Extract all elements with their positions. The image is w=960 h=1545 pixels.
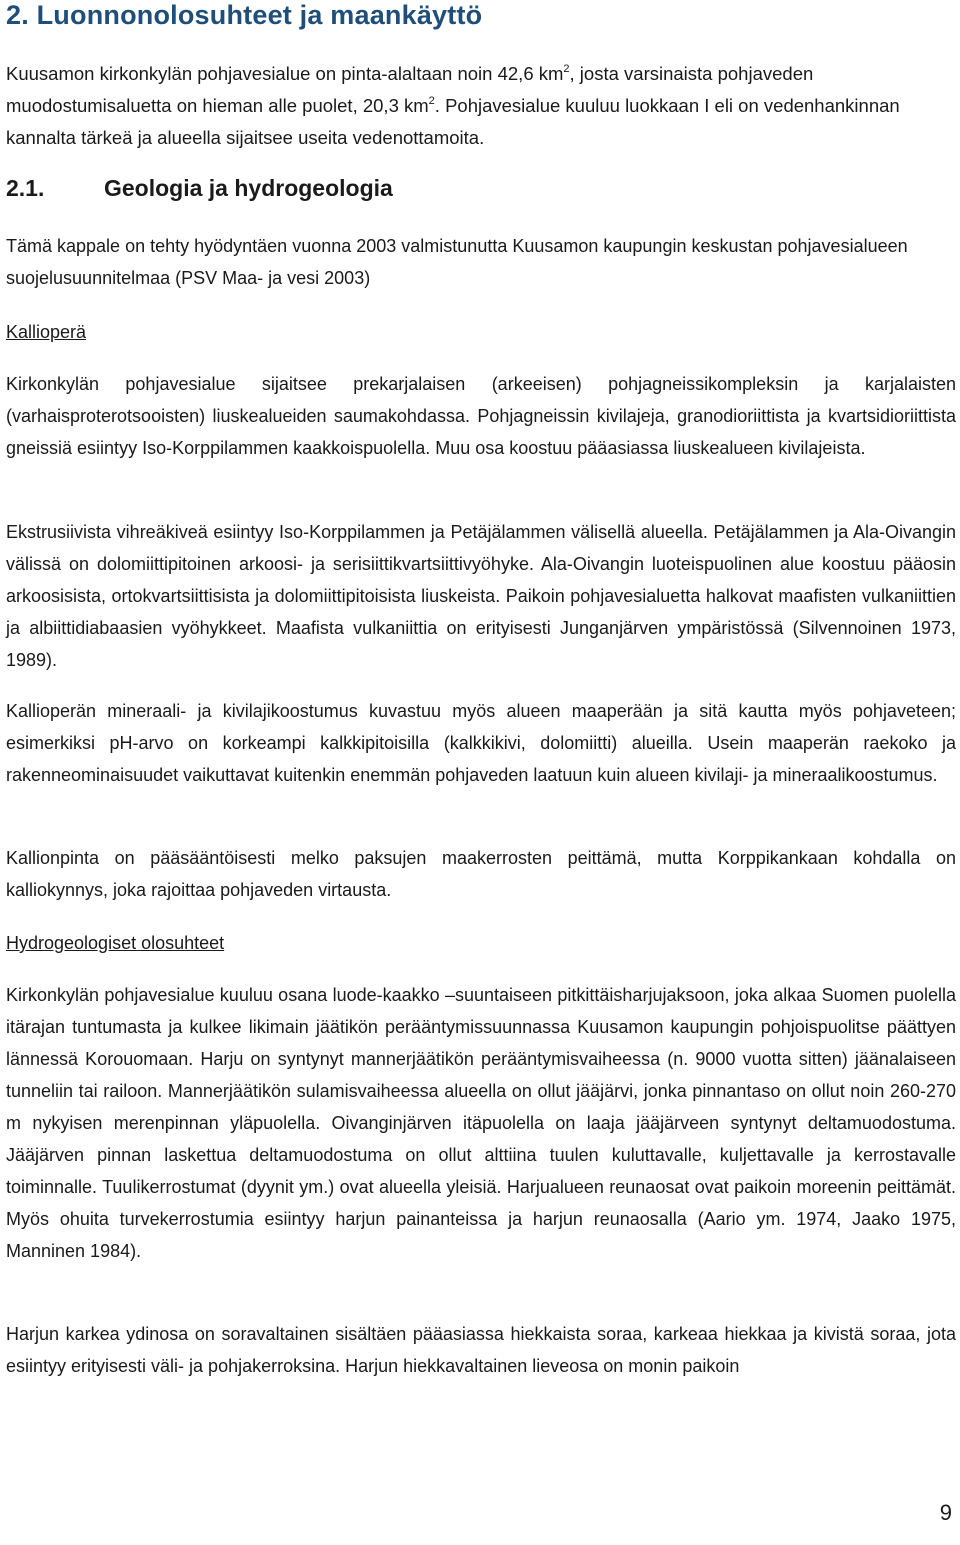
subsection-heading — [6, 175, 393, 202]
bedrock-paragraph-3: Kallioperän mineraali- ja kivilajikoostumus kuvastuu myös alueen maaperään ja sitä kautta myös pohjaveteen; esimerkiksi pH-arvo on korkeampi kalkkipitoisilla (kalkkikivi, dolomiitti) alueilla. Usein maaperän raekoko ja rakenneominaisuudet vaikuttavat kuitenkin enemmän pohjaveden laatuun kuin alueen kivilaji- ja mineraalikoostumus. — [6, 701, 956, 785]
subsection-number: 2.1. — [6, 175, 45, 201]
hydrogeology-paragraph-1: Kirkonkylän pohjavesialue kuuluu osana luode-kaakko –suuntaiseen pitkittäisharjujaksoon, joka alkaa Suomen puolella itärajan tuntumasta ja kulkee likimain jäätikön perääntymissuunnassa Kuusamon kaupungin pohjoispuolitse päättyen lännessä Korouomaan. Harju on syntynyt mannerjäätikön perääntymisvaiheessa (n. 9000 vuotta sitten) jäänalaiseen tunneliin tai railoon. Mannerjäätikön sulamisvaiheessa alueella on ollut jääjärvi, jonka pinnantaso on ollut noin 260-270 m nykyisen merenpinnan yläpuolella. Oivanginjärven itäpuolella on laaja jääjärveen syntynyt deltamuodostuma. Jääjärven pinnan laskettua deltamuodostuma on ollut alttiina tuulen kuluttavalle, kuljettavalle ja kerrostavalle toiminnalle. Tuulikerrostumat (dyynit ym.) ovat alueella yleisiä. Harjualueen reunaosat ovat paikoin moreenin peittämät. Myös ohuita turvekerrostumia esiintyy harjun painanteissa ja harjun reunaosalla (Aario ym. 1974, Jaako 1975, Manninen 1984). — [6, 985, 956, 1261]
bedrock-paragraph-1: Kirkonkylän pohjavesialue sijaitsee prekarjalaisen (arkeeisen) pohjagneissikompleksin ja karjalaisten (varhaisproterotsooisten) liuskealueiden saumakohdassa. Pohjagneissin kivilajeja, granodioriittista ja kvartsidioriittista gneissiä esiintyy Iso-Korppilammen kaakkoispuolella. Muu osa koostuu pääasiassa liuskealueen kivilajeista. — [6, 374, 956, 458]
hydrogeology-label: Hydrogeologiset olosuhteet — [6, 933, 225, 953]
intro-text-2: , josta varsinaista pohjaveden muodostumisaluetta on hieman alle puolet, 20,3 km — [6, 63, 814, 116]
intro-paragraph — [6, 58, 956, 154]
superscript-2: 2 — [428, 95, 435, 107]
bedrock-paragraph-2: Ekstrusiivista vihreäkiveä esiintyy Iso-Korppilammen ja Petäjälammen välisellä alueella. Petäjälammen ja Ala-Oivangin välissä on dolomiittipitoinen arkoosi- ja serisiittikvartsiittivyöhyke. Ala-Oivangin luoteispuolinen alue koostuu pääosin arkoosisista, ortokvartsiittisista ja dolomiittipitoisista liuskeista. Paikoin pohjavesialuetta halkovat maafisten vulkaniittien ja albiittidiabaasien vyöhykkeet. Maafista vulkaniittia on erityisesti Junganjärven ympäristössä (Silvennoinen 1973, 1989). — [6, 522, 956, 670]
hydrogeology-paragraph-2: Harjun karkea ydinosa on soravaltainen sisältäen pääasiassa hiekkaista soraa, karkeaa hiekkaa ja kivistä soraa, jota esiintyy erityisesti väli- ja pohjakerroksina. Harjun hiekkavaltainen lieveosa on monin paikoin — [6, 1324, 956, 1376]
intro-text-3: . Pohjavesialue kuuluu luokkaan I eli on vedenhankinnan kannalta tärkeä ja alueella sijaitsee useita vedenottamoita. — [6, 95, 900, 148]
section-heading: 2. Luonnonolosuhteet ja maankäyttö — [6, 0, 483, 30]
page-number: 9 — [939, 1500, 952, 1525]
superscript-2: 2 — [563, 63, 570, 75]
intro-text-1: Kuusamon kirkonkylän pohjavesialue on pinta-alaltaan noin 42,6 km — [6, 63, 564, 84]
bedrock-paragraph-4: Kallionpinta on pääsääntöisesti melko paksujen maakerrosten peittämä, mutta Korppikankaan kohdalla on kalliokynnys, joka rajoittaa pohjaveden virtausta. — [6, 848, 956, 900]
source-paragraph: Tämä kappale on tehty hyödyntäen vuonna 2003 valmistunutta Kuusamon kaupungin keskustan pohjavesialueen suojelusuunnitelmaa (PSV Maa- ja vesi 2003) — [6, 236, 908, 288]
bedrock-label: Kallioperä — [6, 322, 87, 342]
subsection-title: Geologia ja hydrogeologia — [104, 175, 393, 201]
